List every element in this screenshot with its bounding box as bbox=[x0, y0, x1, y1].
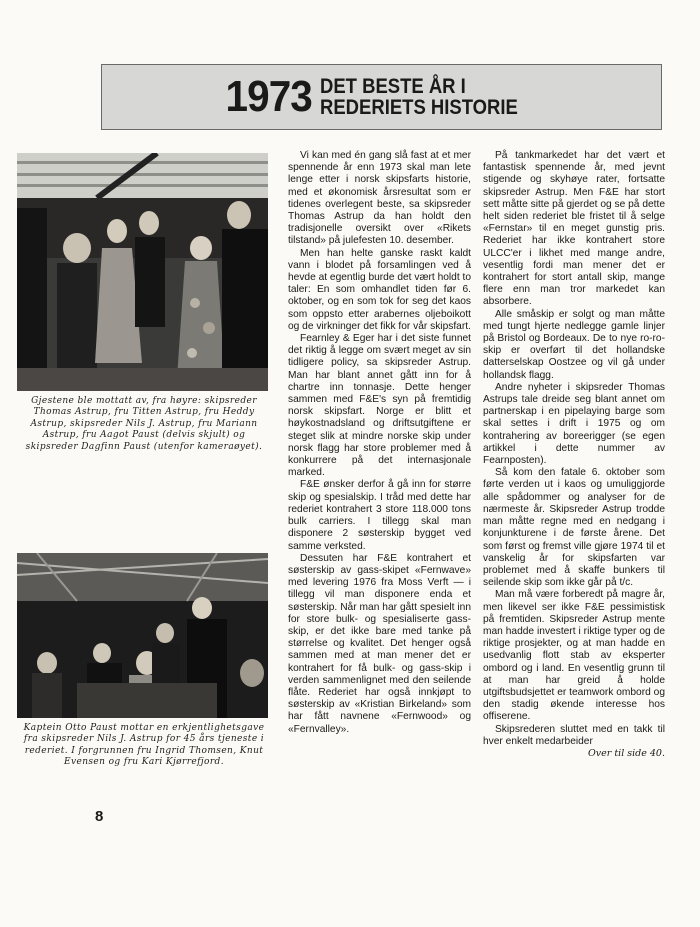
title-banner bbox=[101, 64, 662, 130]
title-line-1: DET BESTE ÅR I bbox=[320, 75, 466, 98]
paragraph: Fearnley & Eger har i det siste funnet det riktig å legge om svært meget av sin tidligere policy, sa skipsreder Astrup. Man har blant annet gått inn for å chartre inn tonnasje. Dette henger sammen med F&E's syn på fremtidig norsk skipsfart. Norge er blitt et høykostnadsland og driftsutgiftene er steget slik at mindre norske skip under norsk flagg har store problemer med å konkurrere på det internasjonale marked. bbox=[288, 333, 471, 479]
title-line-2: REDERIETS HISTORIE bbox=[320, 96, 518, 119]
paragraph: Skipsrederen sluttet med en takk til hver enkelt medarbeider bbox=[483, 723, 665, 747]
paragraph: På tankmarkedet har det vært et fantastisk spennende år, med jevnt stigende og skyhøye rater, fortsatte skipsreder Astrup. Men F&E har stort sett måtte sitte på gjerdet og se på dette helt siden rederiet ble fristet til å selge «Fernstar» til en meget gunstig pris. Rederiet har ikke kontrahert store ULCC'er i likhet med mange andre, vesentlig fordi man mener det er kontrahert for stort antall skip, mange flere enn man tror markedet kan absorbere. bbox=[483, 150, 665, 308]
reception-photo bbox=[17, 153, 268, 391]
title-year: 1973 bbox=[225, 72, 313, 121]
article-column-2 bbox=[483, 150, 665, 760]
bottom-photo-caption: Kaptein Otto Paust mottar en erkjentlighetsgave fra skipsreder Nils J. Astrup for 45 års tjeneste i rederiet. I forgrunnen fru Ingrid Thomsen, Knut Evensen og fru Kari Kjørrefjord. bbox=[23, 723, 265, 768]
paragraph: Vi kan med én gang slå fast at et mer spennende år enn 1973 skal man lete lenge etter i norsk skipsfarts historie, med et økonomisk årsresultat som er tidenes overlegent beste, sa skipsreder Thomas Astrup da han holdt den tradisjonelle oversikt over «Rikets tilstand» på julefesten 10. desember. bbox=[288, 150, 471, 247]
paragraph: Dessuten har F&E kontrahert et søsterskip av gass-skipet «Fernwave» med levering 1976 fra Moss Verft — i tillegg vil man disponere enda et søsterskip. Når man har gått spesielt inn for store bulk- og spesialiserte gass-skip, er det ikke bare med tanke på størrelse og kvalitet. Det henger også sammen med at man mener det er kontrahert for få bulk- og gass-skip i verden sammenlignet med den seilende flåte. Rederiet har også innkjøpt to søsterskip av «Kristian Birkeland» som har fått navnene «Fernwood» og «Fernvalley». bbox=[288, 552, 471, 735]
article-column-1 bbox=[288, 150, 471, 736]
paragraph: F&E ønsker derfor å gå inn for større skip og spesialskip. I tråd med dette har rederiet kontrahert 3 store 118.000 tons bulk carriers. I tillegg skal man disponere 2 søsterskip bygget ved samme verksted. bbox=[288, 479, 471, 552]
paragraph: Andre nyheter i skipsreder Thomas Astrups tale dreide seg blant annet om partnerskap i en pipelaying barge som skal settes i drift i 1975 og om kontrahering av boreerigger (se egen artikkel i dette nummer av Fearnposten). bbox=[483, 381, 665, 467]
paragraph: Så kom den fatale 6. oktober som førte verden ut i kaos og umuliggjorde alle spådommer og analyser for de nærmeste år. Skipsreder Astrup trodde man måtte regne med en nedgang i konjunkturene i de første årene. Det som først og fremst ville gjøre 1974 til et vanskelig år for skipsfarten var problemet med å skaffe bunkers til seilende skip som ikke går på t/c. bbox=[483, 467, 665, 589]
title-headline bbox=[320, 76, 518, 118]
paragraph: Man må være forberedt på magre år, men likevel ser ikke F&E pessimistisk på fremtiden. Skipsreder Astrup mente man hadde investert i riktige typer og de riktige prosjekter, og at man hadde en usedvanlig flott stab av eksperter ombord og i land. En vesentlig grunn til at man har greid å holde utgiftsbudsjettet er teamwork ombord og den stadig økende interesse hos offiserene. bbox=[483, 589, 665, 723]
top-photo-caption: Gjestene ble mottatt av, fra høyre: skipsreder Thomas Astrup, fru Titten Astrup, fru Heddy Astrup, skipsreder Nils J. Astrup, fru Mariann Astrup, fru Aagot Paust (delvis skjult) og skipsreder Dagfinn Paust (utenfor kameraøyet). bbox=[25, 396, 263, 452]
paragraph: Alle småskip er solgt og man måtte med tungt hjerte nedlegge gamle linjer på Bristol og Bordeaux. De to nye ro-ro-skip er overført til det hollandske datterselskap Oostzee og vil gå under hollandsk flagg. bbox=[483, 308, 665, 381]
award-photo bbox=[17, 553, 268, 718]
paragraph: Men han helte ganske raskt kaldt vann i blodet på forsamlingen ved å hevde at egentlig burde det vært holdt to taler: En som omhandlet tiden før 6. oktober, og en som tok for seg det kaos som oppsto etter arabernes oljeboikott og de virkninger det fikk for vår skipsfart. bbox=[288, 247, 471, 332]
page-number: 8 bbox=[95, 808, 104, 825]
continued-note: Over til side 40. bbox=[588, 747, 665, 759]
